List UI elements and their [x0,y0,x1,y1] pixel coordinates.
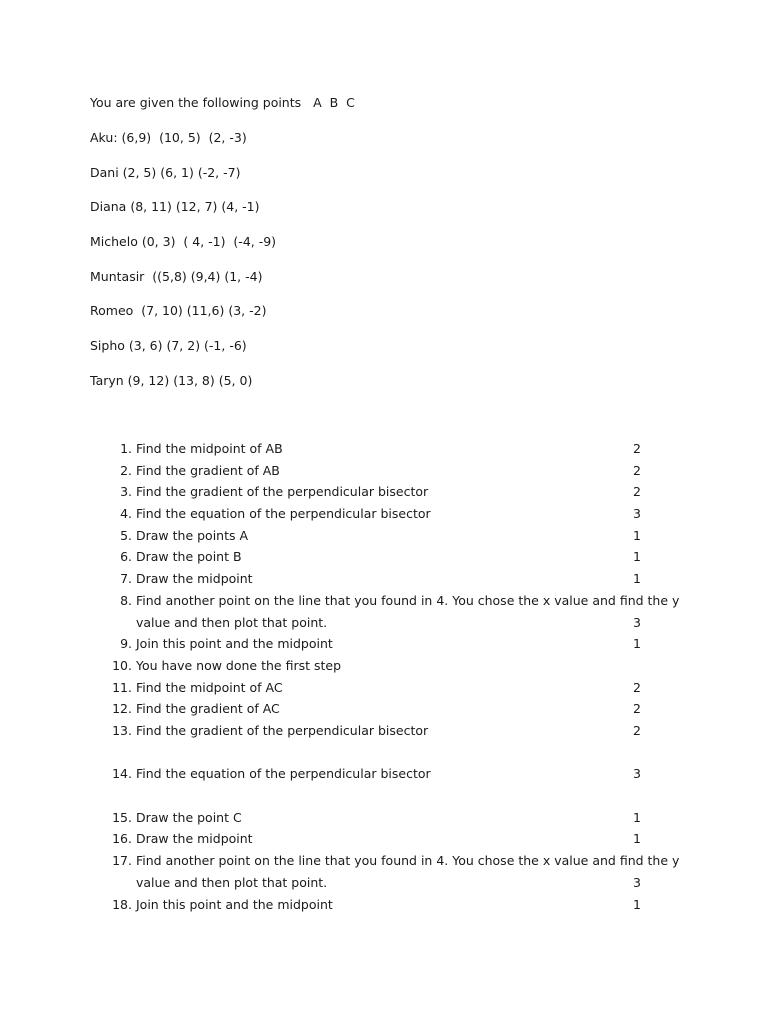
task-item [0,571,768,593]
task-mark: 1 [633,571,641,587]
task-mark: 2 [633,679,641,695]
task-mark: 1 [633,636,641,652]
task-number: 9. [120,636,132,652]
task-item [0,528,768,550]
task-mark: 2 [633,722,641,738]
task-number: 8. [120,592,132,608]
person-points: Aku: (6,9) (10, 5) (2, -3) [90,130,247,145]
task-number: 1. [120,441,132,456]
task-number: 16. [112,831,132,847]
task-number: 7. [120,571,132,587]
person-points: Taryn (9, 12) (13, 8) (5, 0) [90,372,253,388]
task-number: 5. [120,527,132,543]
task-text: Find the midpoint of AB [136,441,283,456]
people-points-list [90,130,650,408]
task-text: Find the gradient of AC [136,701,280,717]
task-number: 17. [112,853,132,869]
task-mark: 2 [633,441,641,456]
task-mark: 1 [633,549,641,565]
task-text: Draw the point B [136,549,242,565]
task-item [0,593,768,636]
task-number: 12. [112,701,132,717]
task-item [0,853,768,896]
person-points: Diana (8, 11) (12, 7) (4, -1) [90,199,260,215]
task-number: 11. [112,679,132,695]
task-mark: 3 [633,506,641,522]
task-number: 3. [120,484,132,500]
task-text: Find the gradient of the perpendicular bisector [136,484,429,500]
task-number: 2. [120,462,132,478]
person-points: Sipho (3, 6) (7, 2) (-1, -6) [90,338,247,354]
task-item [0,831,768,853]
task-text: Draw the midpoint [136,571,253,587]
task-mark: 1 [633,527,641,543]
task-mark: 3 [633,766,641,782]
task-text: Draw the midpoint [136,831,253,847]
task-mark: 1 [633,831,641,847]
task-number: 6. [120,549,132,565]
task-item [0,636,768,658]
task-text-continued: value and then plot that point. [136,614,328,630]
task-text: Find the equation of the perpendicular bisector [136,766,431,782]
person-points: Romeo (7, 10) (11,6) (3, -2) [90,303,267,319]
task-item [0,723,768,766]
task-text: Join this point and the midpoint [136,896,333,912]
task-text: Draw the points A [136,527,249,543]
task-text: You have now done the first step [136,657,342,673]
task-mark: 2 [633,462,641,478]
task-number: 4. [120,506,132,522]
task-number: 18. [112,896,132,912]
task-mark: 1 [633,896,641,912]
task-item [0,441,768,463]
task-text: Find another point on the line that you found in 4. You chose the x value and find the y [136,853,680,869]
task-number: 10. [112,657,132,673]
task-item [0,506,768,528]
task-list [0,441,768,918]
intro-text: You are given the following points A B C [90,95,355,110]
task-text: Draw the point C [136,809,242,825]
task-text: Find the gradient of the perpendicular bisector [136,722,429,738]
person-points: Muntasir ((5,8) (9,4) (1, -4) [90,268,263,284]
task-mark: 1 [633,809,641,825]
task-item [0,463,768,485]
task-item [0,766,768,809]
task-item [0,897,768,919]
person-points: Dani (2, 5) (6, 1) (-2, -7) [90,164,241,180]
task-mark: 2 [633,701,641,717]
task-text: Find the equation of the perpendicular bisector [136,506,431,522]
task-number: 13. [112,722,132,738]
person-points: Michelo (0, 3) ( 4, -1) (-4, -9) [90,234,277,250]
task-item [0,549,768,571]
task-item [0,680,768,702]
task-mark: 3 [633,614,641,630]
task-number: 14. [112,766,132,782]
task-item [0,701,768,723]
task-text: Join this point and the midpoint [136,636,333,652]
task-text: Find another point on the line that you found in 4. You chose the x value and find the y [136,592,680,608]
task-text: Find the midpoint of AC [136,679,283,695]
task-number: 15. [112,809,132,825]
task-item [0,484,768,506]
task-item [0,658,768,680]
task-mark: 3 [633,874,641,890]
task-mark: 2 [633,484,641,500]
task-text: Find the gradient of AB [136,462,280,478]
task-item [0,810,768,832]
task-text-continued: value and then plot that point. [136,874,328,890]
